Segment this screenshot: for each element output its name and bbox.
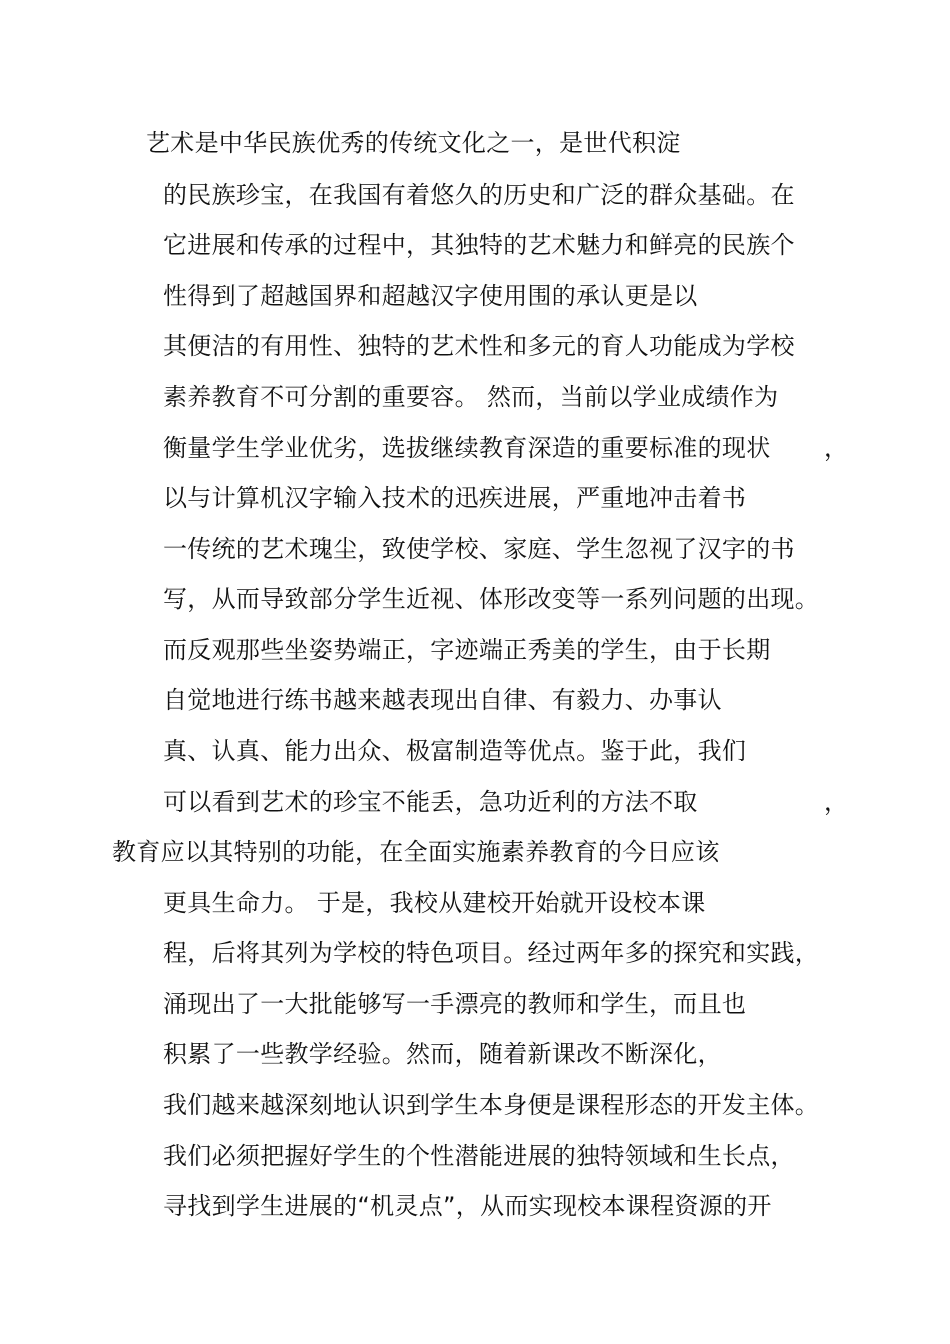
- text-line-6: 素养教育不可分割的重要容。 然而，当前以学业成绩作为: [163, 383, 779, 411]
- text-line-9: 一传统的艺术瑰尘，致使学校、家庭、学生忽视了汉字的书: [163, 535, 795, 563]
- text-line-22: 寻找到学生进展的“机灵点”，从而实现校本课程资源的开: [163, 1192, 772, 1220]
- text-line-14: 可以看到艺术的珍宝不能丢，急功近利的方法不取: [163, 788, 698, 816]
- text-line-12: 自觉地进行练书越来越表现出自律、有毅力、办事认: [163, 686, 722, 714]
- text-line-11: 而反观那些坐姿势端正，字迹端正秀美的学生，由于长期: [163, 636, 771, 664]
- text-line-8: 以与计算机汉字输入技术的迅疾进展，严重地冲击着书: [163, 484, 747, 512]
- text-line-20: 我们越来越深刻地认识到学生本身便是课程形态的开发主体。: [163, 1091, 820, 1119]
- text-line-5: 其便洁的有用性、独特的艺术性和多元的育人功能成为学校: [163, 332, 795, 360]
- trailing-comma-1: ，: [824, 434, 848, 462]
- text-line-7: 衡量学生学业优劣，选拔继续教育深造的重要标准的现状: [163, 434, 771, 462]
- text-line-18: 涌现出了一大批能够写一手漂亮的教师和学生，而且也: [163, 990, 747, 1018]
- text-line-3: 它进展和传承的过程中，其独特的艺术魅力和鲜亮的民族个: [163, 231, 795, 259]
- text-line-13: 真、认真、能力出众、极富制造等优点。鉴于此，我们: [163, 737, 747, 765]
- text-line-19: 积累了一些教学经验。然而，随着新课改不断深化，: [163, 1040, 722, 1068]
- text-line-4: 性得到了超越国界和超越汉字使用围的承认更是以: [163, 282, 698, 310]
- text-line-15: 教育应以其特别的功能，在全面实施素养教育的今日应该: [112, 838, 720, 866]
- text-line-2: 的民族珍宝，在我国有着悠久的历史和广泛的群众基础。在: [163, 181, 795, 209]
- text-line-21: 我们必须把握好学生的个性潜能进展的独特领域和生长点，: [163, 1142, 795, 1170]
- text-line-10: 写，从而导致部分学生近视、体形改变等一系列问题的出现。: [163, 585, 820, 613]
- trailing-comma-2: ，: [824, 788, 848, 816]
- text-line-1: 艺术是中华民族优秀的传统文化之一，是世代积淀: [146, 129, 681, 157]
- text-line-17: 程，后将其列为学校的特色项目。经过两年多的探究和实践，: [163, 939, 820, 967]
- text-line-16: 更具生命力。 于是，我校从建校开始就开设校本课: [163, 889, 706, 917]
